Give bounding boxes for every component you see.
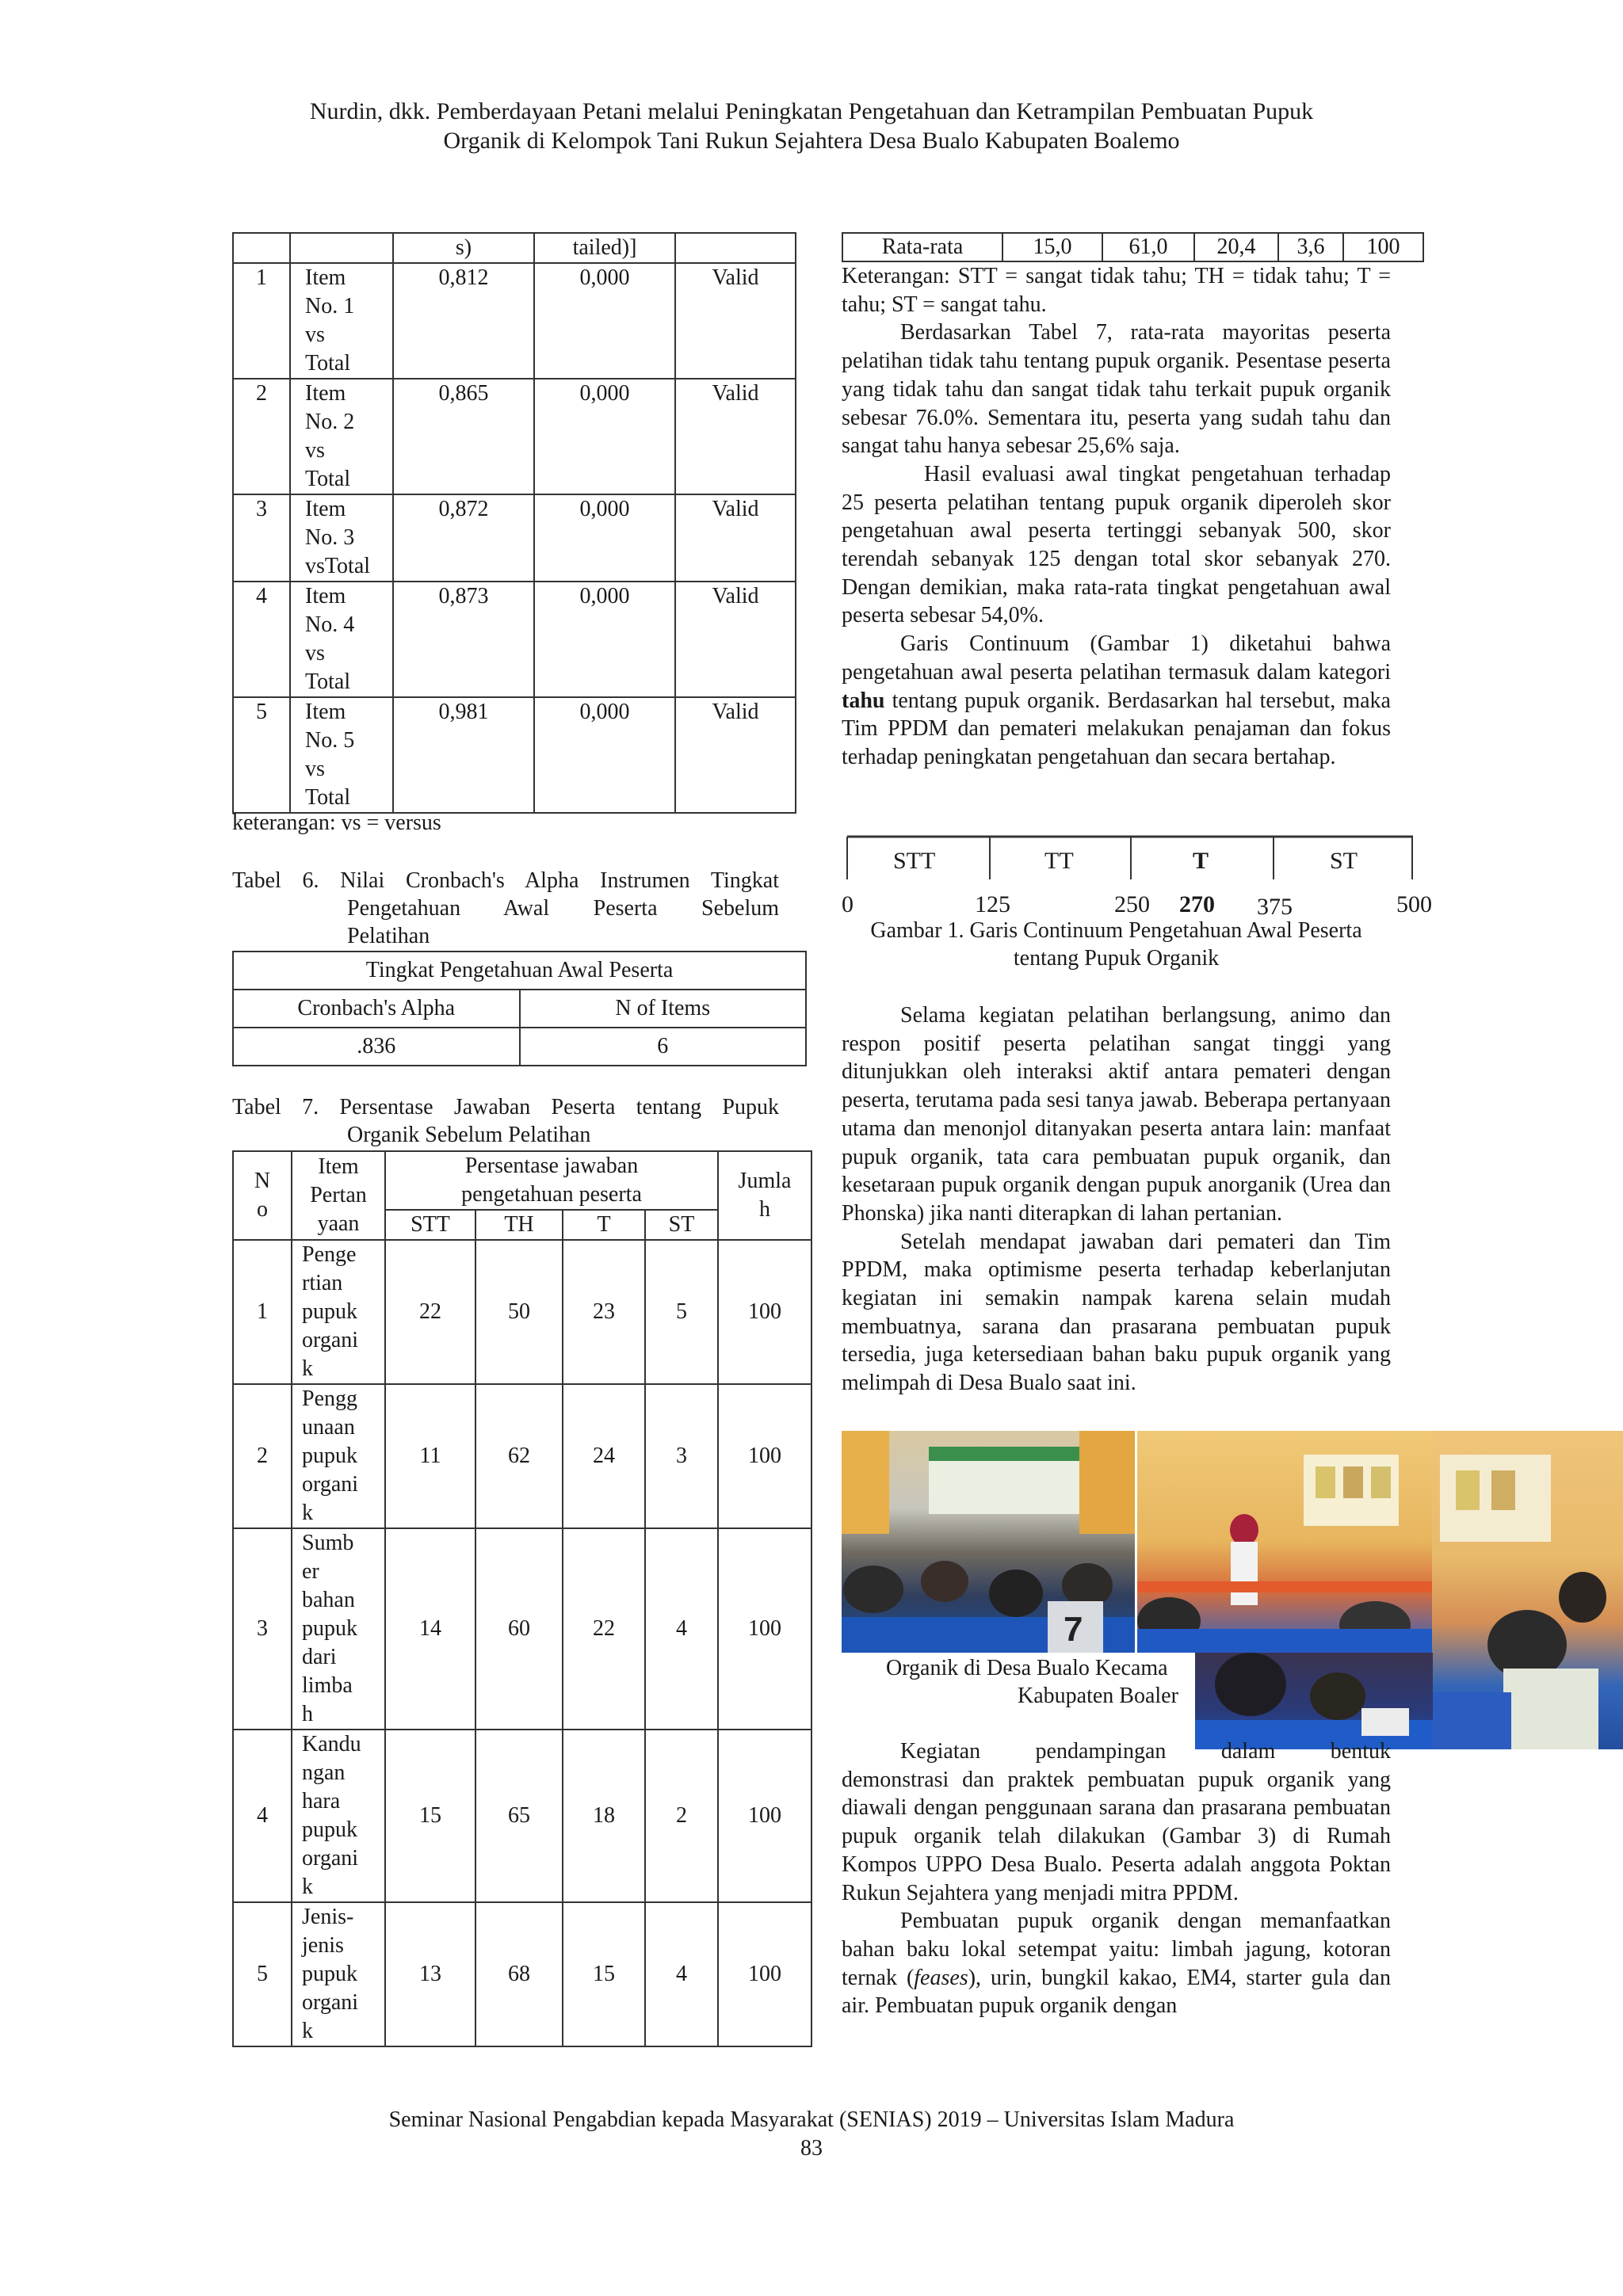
continuum-tick: 375: [1257, 894, 1293, 920]
cronbach-table: [232, 951, 807, 1066]
sig-value: 0,000: [534, 379, 675, 494]
item-label-line: organi: [302, 1328, 359, 1352]
header-line: Pertan: [310, 1183, 367, 1207]
item-label-line: organi: [302, 1990, 359, 2015]
item-label-line: pupuk: [302, 1962, 357, 1986]
item-label-line: vs: [305, 322, 325, 347]
value-stt: 22: [385, 1240, 475, 1384]
header-cell: N of Items: [520, 990, 807, 1028]
row-number: 3: [233, 494, 290, 582]
continuum-cat-st: ST: [1330, 848, 1358, 874]
header-line: N: [254, 1169, 271, 1193]
caption-line: tentang Pupuk Organik: [1013, 946, 1220, 971]
validity-note: keterangan: vs = versus: [232, 810, 441, 835]
item-label-line: hara: [302, 1789, 341, 1814]
value-stt: 14: [385, 1528, 475, 1730]
item-label-line: No. 5: [305, 728, 355, 753]
caption-line: Tabel 7. Persentase Jawaban Peserta tentang Pupuk: [232, 1095, 779, 1119]
item-label-line: organi: [302, 1846, 359, 1871]
header-line: yaan: [317, 1211, 360, 1236]
value-stt: 15,0: [1002, 233, 1102, 261]
paragraph: Berdasarkan Tabel 7, rata-rata mayoritas peserta pelatihan tidak tahu tentang pupuk organik. Pesentase peserta yang tidak tahu dan sangat tidak tahu terkait pupuk organik sebesar 76.0%. Sementara itu, peserta yang sudah tahu dan sangat tahu hanya sebesar 25,6% saja.: [842, 320, 1391, 459]
caption-line: Pelatihan: [347, 924, 430, 948]
value-cell: 6: [520, 1028, 807, 1066]
table-row: [233, 1028, 806, 1066]
value-th: 65: [475, 1730, 563, 1902]
table-row: [233, 233, 796, 263]
header-line: Jumla: [738, 1169, 792, 1193]
item-label-line: k: [302, 2019, 313, 2043]
item-label-line: Pengg: [302, 1386, 357, 1411]
photo-training-audience: [842, 1431, 1135, 1653]
value-stt: 15: [385, 1730, 475, 1902]
item-label: [292, 1528, 385, 1730]
item-label-line: pupuk: [302, 1299, 357, 1324]
caption-line: Organik Sebelum Pelatihan: [347, 1123, 591, 1147]
item-label-line: Jenis-: [302, 1905, 354, 1929]
table-row: [233, 1240, 812, 1384]
row-number: 1: [233, 263, 290, 379]
table-row: [233, 1528, 812, 1730]
item-label-line: Item: [305, 584, 346, 608]
header-st: ST: [645, 1210, 718, 1240]
table6-caption: [232, 867, 779, 950]
table-row: [842, 233, 1423, 261]
value-cell: .836: [233, 1028, 520, 1066]
caption-line: Gambar 1. Garis Continuum Pengetahuan Awal Peserta: [870, 918, 1362, 943]
table-row: [233, 990, 806, 1028]
table-7: [232, 1150, 812, 2047]
value-t: 20,4: [1194, 233, 1278, 261]
item-label: [292, 1240, 385, 1384]
caption-line: Organik di Desa Bualo Kecama: [886, 1656, 1168, 1680]
status-value: Valid: [675, 697, 796, 813]
item-label: [292, 1902, 385, 2046]
value-t: 18: [563, 1730, 645, 1902]
value-th: 60: [475, 1528, 563, 1730]
table-row: [233, 952, 806, 990]
table-header-row: [233, 1151, 812, 1210]
photo-scene: [842, 1431, 1135, 1653]
table7-note: Keterangan: STT = sangat tidak tahu; TH = tidak tahu; T = tahu; ST = sangat tahu.: [842, 264, 1391, 317]
paragraph-first-line: [842, 1737, 1391, 1766]
item-label-line: Item: [305, 265, 346, 290]
rata-label: Rata-rata: [842, 233, 1002, 261]
value-st: 3,6: [1278, 233, 1343, 261]
paragraph: Selama kegiatan pelatihan berlangsung, animo dan respon positif peserta pelatihan sangat tinggi yang ditunjukkan oleh interaksi aktif antara pemateri dengan peserta, terutama pada sesi tanya jawab. Beberapa pertanyaan utama dan menonjol ditanyakan peserta antara lain: manfaat pupuk organik, tata cara pembuatan pupuk organik, dan kesetaraan pupuk organik dengan pupuk anorganik (Urea dan Phonska) jika nanti diterapkan di lahan pertanian.: [842, 1003, 1391, 1226]
status-value: Valid: [675, 263, 796, 379]
item-label-line: vs: [305, 757, 325, 781]
value-stt: 13: [385, 1902, 475, 2046]
item-label-line: No. 4: [305, 612, 355, 637]
item-label-line: k: [302, 1356, 313, 1381]
table-row: [233, 697, 796, 813]
paragraph: Hasil evaluasi awal tingkat pengetahuan terhadap 25 peserta pelatihan tentang pupuk organik diperoleh skor pengetahuan awal peserta tertinggi sebanyak 500, skor terendah sebanyak 125 dengan total skor sebanyak 270. Dengan demikian, maka rata-rata tingkat pengetahuan awal peserta sebesar 54,0%.: [842, 461, 1391, 628]
status-value: Valid: [675, 494, 796, 582]
value-th: 50: [475, 1240, 563, 1384]
row-number: 1: [233, 1240, 292, 1384]
row-number: 3: [233, 1528, 292, 1730]
item-label-line: pupuk: [302, 1616, 357, 1641]
row-number: 2: [233, 1384, 292, 1528]
item-label: [290, 494, 393, 582]
text-run-bold: tahu: [842, 688, 885, 713]
footer-conference: Seminar Nasional Pengabdian kepada Masyarakat (SENIAS) 2019 – Universitas Islam Madura: [388, 2107, 1235, 2132]
item-label-line: No. 3: [305, 525, 355, 550]
right-column-text-block-2: [842, 1001, 1391, 1398]
value-t: 24: [563, 1384, 645, 1528]
item-label-line: vs: [305, 641, 325, 666]
value-total: 100: [1343, 233, 1423, 261]
item-label: [290, 263, 393, 379]
header-line: pengetahuan peserta: [461, 1182, 642, 1207]
text-run: Kegiatan: [900, 1739, 981, 1764]
photo-scene: [1432, 1431, 1623, 1749]
item-label-line: Kandu: [302, 1732, 361, 1756]
item-label: [290, 379, 393, 494]
running-header: [143, 97, 1480, 155]
item-label-line: h: [302, 1702, 313, 1726]
item-label-line: organi: [302, 1472, 359, 1497]
row-number: 4: [233, 582, 290, 697]
item-label-line: Total: [305, 351, 351, 376]
item-label-line: unaan: [302, 1415, 355, 1440]
item-label-line: er: [302, 1559, 319, 1584]
paragraph: [842, 630, 1391, 772]
item-label: [292, 1730, 385, 1902]
table-row: [233, 494, 796, 582]
sig-value: 0,000: [534, 263, 675, 379]
caption-line: Kabupaten Boaler: [1018, 1684, 1178, 1708]
header-line: Persentase jawaban: [464, 1154, 639, 1178]
value-th: 68: [475, 1902, 563, 2046]
item-label-line: rtian: [302, 1271, 343, 1295]
header-line: Item: [318, 1154, 359, 1179]
row-number: 2: [233, 379, 290, 494]
item-label-line: pupuk: [302, 1444, 357, 1468]
item-label-line: Penge: [302, 1242, 357, 1267]
item-label-line: No. 2: [305, 410, 355, 434]
continuum-cat-stt: STT: [893, 848, 936, 874]
sig-value: 0,000: [534, 697, 675, 813]
header-item: [292, 1151, 385, 1240]
right-column-text-block-3: [842, 1737, 1391, 2020]
header-no: [233, 1151, 292, 1240]
header-line-1: Nurdin, dkk. Pemberdayaan Petani melalui Peningkatan Pengetahuan dan Ketrampilan Pembuatan Pupuk: [309, 98, 1314, 124]
item-label: [290, 582, 393, 697]
text-run: ), urin, bungkil kakao, EM4, starter gula dan air. Pembuatan pupuk organik dengan: [842, 1965, 1391, 2019]
text-run: pendampingan: [1035, 1739, 1167, 1764]
header-t: T: [563, 1210, 645, 1240]
status-value: Valid: [675, 582, 796, 697]
value-stt: 11: [385, 1384, 475, 1528]
r-value: 0,873: [393, 582, 534, 697]
continuum-cat-tt: TT: [1044, 848, 1074, 874]
page-footer: [143, 2106, 1480, 2163]
table7-caption: [232, 1093, 779, 1149]
r-value: 0,812: [393, 263, 534, 379]
item-label: [290, 697, 393, 813]
continuum-tick: 250: [1114, 891, 1150, 917]
item-label-line: vsTotal: [305, 554, 371, 578]
paragraph: demonstrasi dan praktek pembuatan pupuk organik yang diawali dengan penggunaan sarana dan prasarana pembuatan pupuk organik telah dilakukan (Gambar 3) di Rumah Kompos UPPO Desa Bualo. Peserta adalah anggota Poktan Rukun Sejahtera yang menjadi mitra PPDM.: [842, 1767, 1391, 1905]
item-label-line: No. 1: [305, 294, 355, 318]
text-run: dalam: [1220, 1739, 1276, 1764]
text-run: bentuk: [1330, 1739, 1391, 1764]
value-st: 3: [645, 1384, 718, 1528]
table-cell: [233, 233, 290, 263]
row-number: 5: [233, 697, 290, 813]
item-label-line: pupuk: [302, 1817, 357, 1842]
item-label: [292, 1384, 385, 1528]
table-row: [233, 263, 796, 379]
value-total: 100: [718, 1240, 812, 1384]
table-cell: [290, 233, 393, 263]
item-label-line: Total: [305, 785, 351, 810]
value-total: 100: [718, 1902, 812, 2046]
value-t: 15: [563, 1902, 645, 2046]
caption-line: Pengetahuan Awal Peserta Sebelum: [347, 896, 779, 921]
text-run: Garis Continuum (Gambar 1) diketahui bahwa pengetahuan awal peserta pelatihan termasuk dalam kategori: [842, 631, 1391, 685]
value-st: 4: [645, 1528, 718, 1730]
table-row: [233, 1384, 812, 1528]
figure1-caption: [842, 917, 1391, 972]
value-st: 4: [645, 1902, 718, 2046]
value-t: 22: [563, 1528, 645, 1730]
header-group: [385, 1151, 718, 1210]
row-number: 5: [233, 1902, 292, 2046]
page-number: 83: [800, 2136, 823, 2161]
item-label-line: jenis: [302, 1933, 344, 1958]
table-title-cell: Tingkat Pengetahuan Awal Peserta: [233, 952, 806, 990]
value-th: 62: [475, 1384, 563, 1528]
item-label-line: bahan: [302, 1588, 355, 1612]
header-cell: Cronbach's Alpha: [233, 990, 520, 1028]
photo-scene: [1137, 1431, 1432, 1653]
header-line: o: [257, 1197, 268, 1222]
table-row: [233, 379, 796, 494]
continuum-tick: 500: [1396, 891, 1432, 917]
text-run: Pembuatan pupuk organik dengan memanfaatkan bahan baku lokal setempat yaitu: limbah jagung, kotoran ternak (: [842, 1909, 1391, 1990]
figure2-caption-visible: [842, 1654, 1195, 1710]
sig-value: 0,000: [534, 582, 675, 697]
table-cell: tailed)]: [534, 233, 675, 263]
table-row: [233, 1730, 812, 1902]
table-cell: [675, 233, 796, 263]
item-label-line: vs: [305, 438, 325, 463]
paragraph: Setelah mendapat jawaban dari pemateri dan Tim PPDM, maka optimisme peserta terhadap keberlanjutan kegiatan ini semakin nampak karena selain mudah membuatnya, sarana dan prasarana pembuatan pupuk tersedia, juga ketersediaan bahan baku pupuk organik yang melimpah di Desa Bualo saat ini.: [842, 1229, 1391, 1396]
photo-scene: [1195, 1653, 1433, 1749]
item-label-line: Sumb: [302, 1531, 354, 1555]
validity-table: [232, 232, 796, 814]
text-run-italic: feases: [914, 1965, 968, 1990]
photo-audience-closeup: [1432, 1431, 1623, 1749]
continuum-tick: 0: [842, 891, 854, 917]
table-row: [233, 1902, 812, 2046]
value-t: 23: [563, 1240, 645, 1384]
header-total: [718, 1151, 812, 1240]
item-label-line: Total: [305, 669, 351, 694]
value-th: 61,0: [1102, 233, 1194, 261]
sig-value: 0,000: [534, 494, 675, 582]
header-th: TH: [475, 1210, 563, 1240]
table-cell: s): [393, 233, 534, 263]
table-row: [233, 582, 796, 697]
caption-line: Tabel 6. Nilai Cronbach's Alpha Instrumen Tingkat: [232, 868, 779, 893]
continuum-tick: 125: [975, 891, 1010, 917]
row-number: 4: [233, 1730, 292, 1902]
header-line-2: Organik di Kelompok Tani Rukun Sejahtera Desa Bualo Kabupaten Boalemo: [443, 128, 1180, 154]
header-line: h: [759, 1197, 770, 1222]
paragraph: [842, 1907, 1391, 2020]
r-value: 0,872: [393, 494, 534, 582]
value-total: 100: [718, 1384, 812, 1528]
item-label-line: Item: [305, 700, 346, 724]
right-column-text-block-1: [842, 262, 1391, 772]
value-total: 100: [718, 1528, 812, 1730]
status-value: Valid: [675, 379, 796, 494]
continuum-cat-t: T: [1193, 848, 1209, 874]
value-st: 2: [645, 1730, 718, 1902]
rata-rata-row-table: [842, 232, 1424, 262]
item-label-line: Total: [305, 467, 351, 491]
r-value: 0,981: [393, 697, 534, 813]
continuum-tick-score: 270: [1179, 891, 1215, 917]
photo-speaker-presentation: [1137, 1431, 1432, 1653]
r-value: 0,865: [393, 379, 534, 494]
item-label-line: k: [302, 1875, 313, 1899]
value-st: 5: [645, 1240, 718, 1384]
item-label-line: ngan: [302, 1760, 346, 1785]
text-run: tentang pupuk organik. Berdasarkan hal tersebut, maka Tim PPDM dan pemateri melakukan penajaman dan fokus terhadap peningkatan pengetahuan dan secara bertahap.: [842, 688, 1391, 769]
svg-text:7: 7: [1064, 1610, 1083, 1649]
value-total: 100: [718, 1730, 812, 1902]
photo-audience-blue-chairs: [1195, 1653, 1433, 1749]
item-label-line: Item: [305, 381, 346, 406]
item-label-line: Item: [305, 497, 346, 521]
item-label-line: dari: [302, 1645, 337, 1669]
header-stt: STT: [385, 1210, 475, 1240]
item-label-line: limba: [302, 1673, 353, 1698]
item-label-line: k: [302, 1501, 313, 1525]
